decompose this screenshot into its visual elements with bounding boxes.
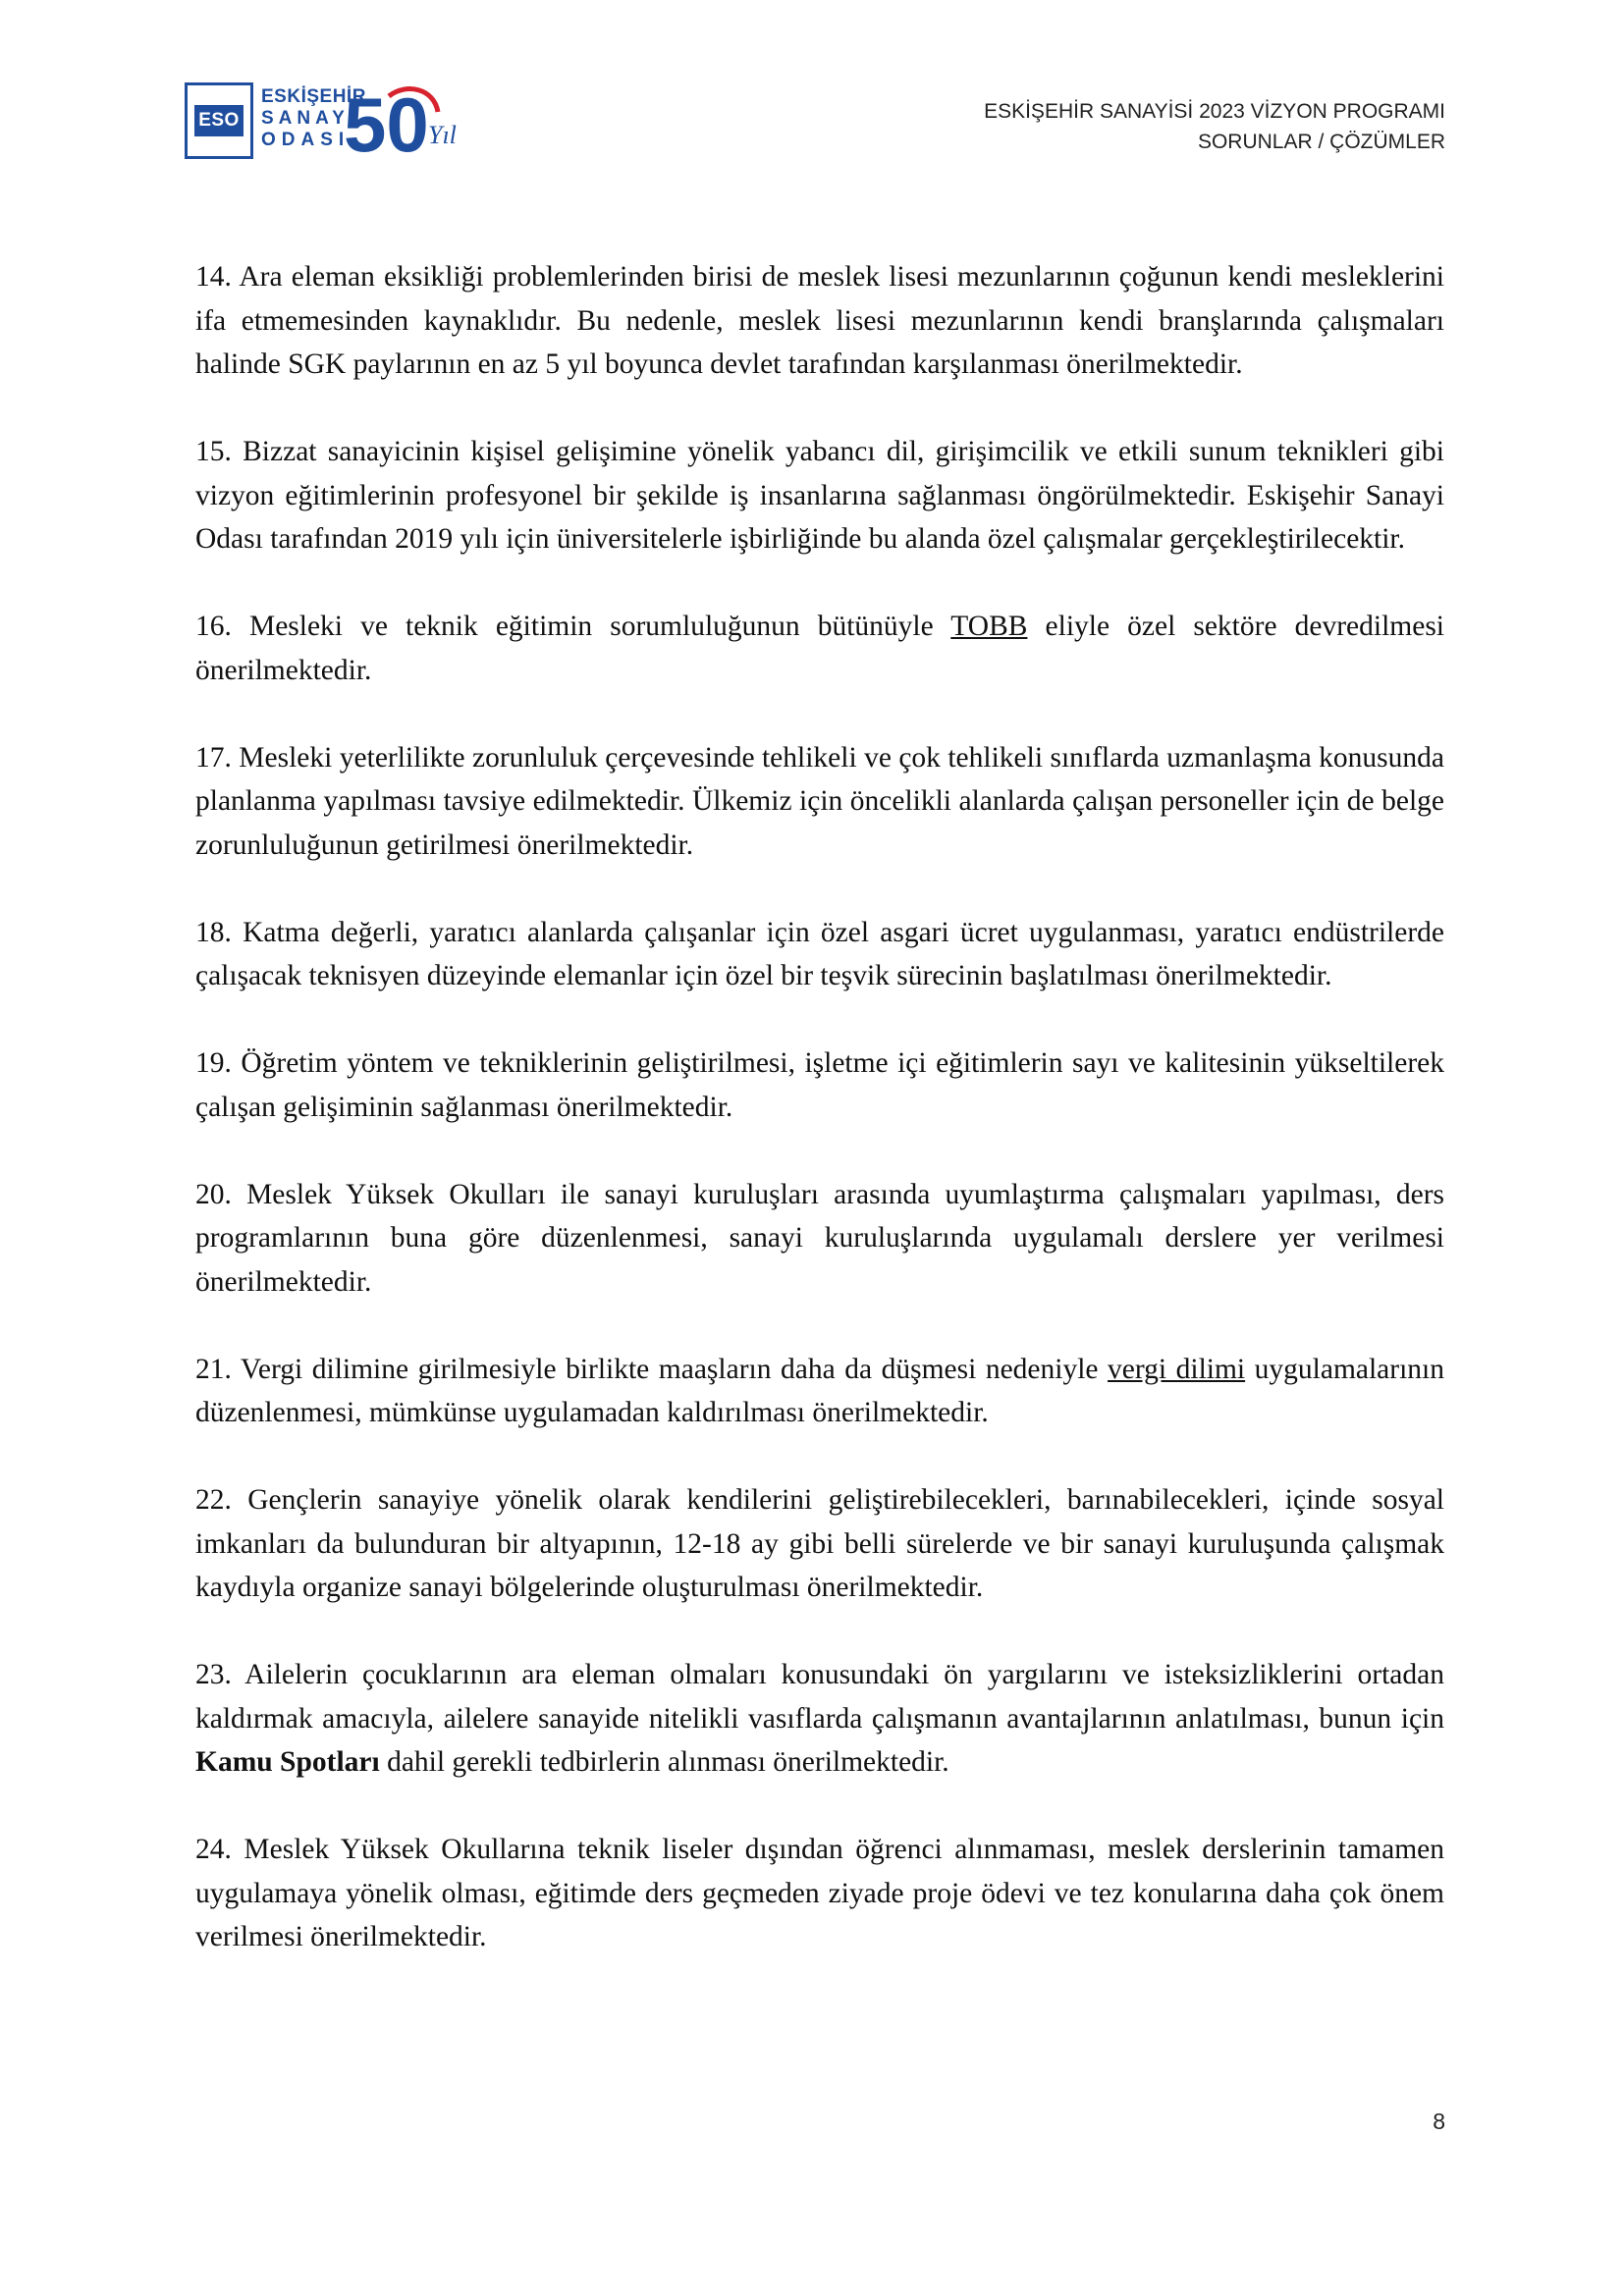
fifty-year-anniversary-icon	[344, 79, 471, 167]
header-title: ESKİŞEHİR SANAYİSİ 2023 VİZYON PROGRAMI	[984, 100, 1445, 123]
eso-logo	[185, 79, 479, 167]
header-subtitle: SORUNLAR / ÇÖZÜMLER	[1197, 131, 1445, 153]
paragraph-23-text-end: dahil gerekli tedbirlerin alınması önerilmektedir.	[379, 1746, 949, 1778]
paragraph-21-text-end: uygulamalarının düzenlenmesi, mümkünse uygulamadan kaldırılması önerilmektedir.	[195, 1353, 1444, 1428]
kamu-spotlari-emphasis: Kamu Spotları	[195, 1746, 380, 1778]
paragraph-17: 17. Mesleki yeterlilikte zorunluluk çerçevesinde tehlikeli ve çok tehlikeli sınıflarda uzmanlaşma konusunda planlanma yapılması tavsiye edilmektedir. Ülkemiz için öncelikli alanlarda çalışan personeller için de belge zorunluluğunun getirilmesi önerilmektedir.	[195, 741, 1444, 861]
tobb-link[interactable]: TOBB	[950, 611, 1028, 642]
paragraph-22: 22. Gençlerin sanayiye yönelik olarak kendilerini geliştirebilecekleri, barınabilecekleri, içinde sosyal imkanları da bulunduran bir altyapının, 12-18 ay gibi belli sürelerde ve bir sanayi kuruluşunda çalışmak kaydıyla organize sanayi bölgelerinde oluşturulması önerilmektedir.	[195, 1484, 1444, 1603]
paragraph-20: 20. Meslek Yüksek Okulları ile sanayi kuruluşları arasında uyumlaştırma çalışmaları yapılması, ders programlarının buna göre düzenlenmesi, sanayi kuruluşlarında uygulamalı derslere yer verilmesi önerilmektedir.	[195, 1178, 1444, 1298]
anniversary-suffix: Yıl	[428, 121, 457, 149]
paragraph-15: 15. Bizzat sanayicinin kişisel gelişimine yönelik yabancı dil, girişimcilik ve etkili sunum teknikleri gibi vizyon eğitimlerinin profesyonel bir şekilde iş insanlarına sağlanması öngörülmektedir. Eskişehir Sanayi Odası tarafından 2019 yılı için üniversitelerle işbirliğinde bu alanda özel çalışmalar gerçekleştirilecektir.	[195, 436, 1444, 555]
eso-logo-box-text: ESO	[194, 105, 244, 136]
paragraph-23-text-start: 23. Ailelerin çocuklarının ara eleman olmaları konusundaki ön yargılarını ve isteksizliklerini ortadan kaldırmak amacıyla, ailelere sanayide nitelikli vasıflarda çalışmanın avantajlarının anlatılması, bunun için	[195, 1659, 1444, 1735]
document-body	[195, 255, 1444, 2002]
paragraph-19: 19. Öğretim yöntem ve tekniklerinin geliştirilmesi, işletme içi eğitimlerin sayı ve kalitesinin yükseltilerek çalışan gelişiminin sağlanması önerilmektedir.	[195, 1047, 1444, 1123]
anniversary-number: 50	[344, 81, 429, 167]
vergi-dilimi-link[interactable]: vergi dilimi	[1108, 1353, 1246, 1385]
eso-logo-emblem	[185, 82, 253, 159]
logo-line-3: ODASI	[261, 130, 351, 150]
paragraph-16	[195, 605, 1444, 692]
paragraph-21-text-start: 21. Vergi dilimine girilmesiyle birlikte maaşların daha da düşmesi nedeniyle	[195, 1353, 1109, 1385]
paragraph-23	[195, 1653, 1444, 1785]
paragraph-14: 14. Ara eleman eksikliği problemlerinden birisi de meslek lisesi mezunlarının çoğunun kendi mesleklerini ifa etmemesinden kaynaklıdır. Bu nedenle, meslek lisesi mezunlarının kendi branşlarında çalışmaları halinde SGK paylarının en az 5 yıl boyunca devlet tarafından karşılanması önerilmektedir.	[195, 261, 1444, 380]
paragraph-18: 18. Katma değerli, yaratıcı alanlarda çalışanlar için özel asgari ücret uygulanması, yaratıcı endüstrilerde çalışacak teknisyen düzeyinde elemanlar için özel bir teşvik sürecinin başlatılması önerilmektedir.	[195, 916, 1444, 991]
paragraph-24: 24. Meslek Yüksek Okullarına teknik liseler dışından öğrenci alınmaması, meslek derslerinin tamamen uygulamaya yönelik olması, eğitimde ders geçmeden ziyade proje ödevi ve tez konularına daha çok önem verilmesi önerilmektedir.	[195, 1834, 1444, 1952]
document-header	[984, 96, 1445, 157]
paragraph-16-text-end: eliyle özel sektöre devredilmesi önerilmektedir.	[195, 611, 1444, 686]
paragraph-16-text-start: 16. Mesleki ve teknik eğitimin sorumluluğunun bütünüyle	[195, 611, 951, 642]
page-number: 8	[1433, 2109, 1445, 2134]
paragraph-21	[195, 1348, 1444, 1435]
logo-line-2: SANAYİ	[261, 108, 360, 129]
logo-line-1: ESKİŞEHİR	[261, 86, 366, 107]
